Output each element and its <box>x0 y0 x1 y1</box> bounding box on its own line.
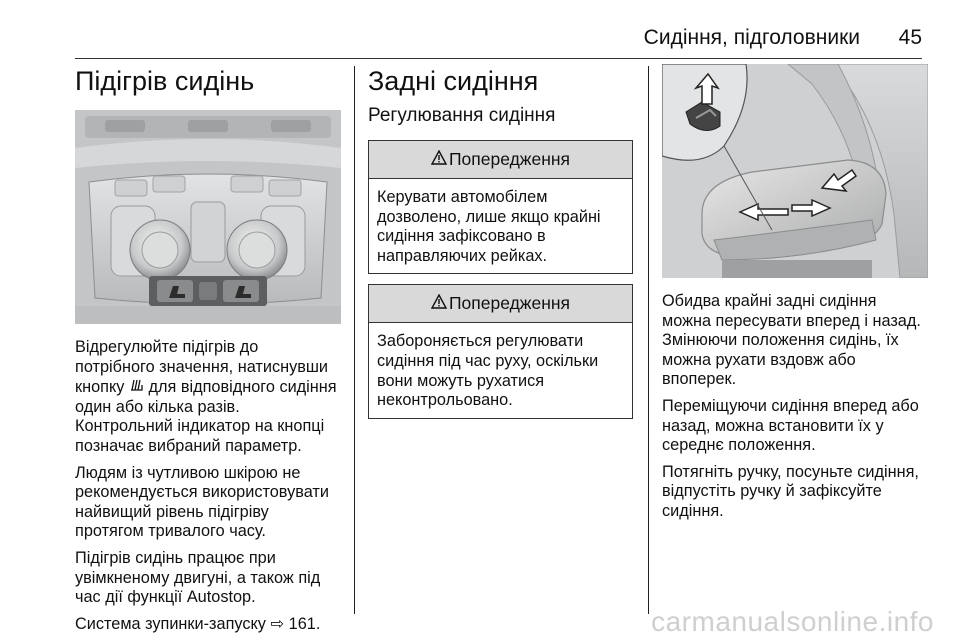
subsection-title: Регулювання сидіння <box>368 105 556 126</box>
page-number: 45 <box>898 26 922 49</box>
text-adjust-b: для відповідного сидіння один або кілька разів. Контрольний індикатор на кнопці позначає вибраний параметр. <box>75 378 337 455</box>
page-header <box>0 0 960 56</box>
warning-text: Забороняється регулювати сидіння під час руху, оскільки вони можуть рухатися неконтрольовано. <box>377 332 599 410</box>
warning-heading <box>369 141 632 179</box>
warning-heading-text: Попередження <box>448 149 571 169</box>
column-rear-seats <box>368 64 633 429</box>
warning-text: Керувати автомобілем дозволено, лише якщо крайні сидіння зафіксовано в направляючих рейках. <box>377 188 601 265</box>
seat-heat-icon <box>129 379 144 396</box>
warning-heading <box>369 285 632 323</box>
paragraph-sensitive-skin: Людям із чутливою шкірою не рекомендується використовувати найвищий рівень підігріву протягом тривалого часу. <box>75 463 329 541</box>
warning-box <box>368 284 633 418</box>
text-stop-start: Система зупинки-запуску <box>75 614 266 633</box>
paragraph-pull-handle: Потягніть ручку, посуньте сидіння, відпустіть ручку й зафіксуйте сидіння. <box>662 462 919 520</box>
dashboard-illustration <box>75 110 341 324</box>
warning-box <box>368 140 633 274</box>
text-adjust-a: Відрегулюйте підігрів до потрібного значення, натиснувши кнопку <box>75 338 329 397</box>
page-ref-arrow-icon: ⇨ <box>270 614 285 633</box>
warning-heading-text: Попередження <box>448 293 571 314</box>
paragraph-seat-movement: Обидва крайні задні сидіння можна пересувати вперед і назад. Змінюючи положення сидінь, їх можна рухати вздовж або впоперек. <box>662 292 921 389</box>
rear-seat-illustration <box>662 64 928 278</box>
warning-triangle-icon <box>431 149 447 170</box>
page-ref-number: 161. <box>288 614 321 633</box>
column-seat-heating <box>75 64 341 641</box>
column-divider <box>354 66 355 614</box>
paragraph-stop-start-ref <box>75 615 341 635</box>
header-rule <box>75 58 922 59</box>
running-header-title: Сидіння, підголовники <box>643 26 860 49</box>
paragraph-seat-heat-adjust <box>75 338 341 457</box>
paragraph-middle-position: Переміщуючи сидіння вперед або назад, можна встановити їх у середнє положення. <box>662 396 919 455</box>
section-title: Задні сидіння <box>368 66 539 96</box>
section-title: Підігрів сидінь <box>75 66 255 96</box>
dashboard-controls-photo <box>75 110 341 324</box>
watermark: carmanualsonline.info <box>651 606 934 637</box>
paragraph-autostop: Підігрів сидінь працює при увімкненому двигуні, а також під час дії функції Autostop. <box>75 548 321 607</box>
warning-triangle-icon <box>431 293 447 314</box>
column-seat-adjust <box>662 64 928 529</box>
rear-seat-photo <box>662 64 928 278</box>
column-divider <box>648 66 649 614</box>
